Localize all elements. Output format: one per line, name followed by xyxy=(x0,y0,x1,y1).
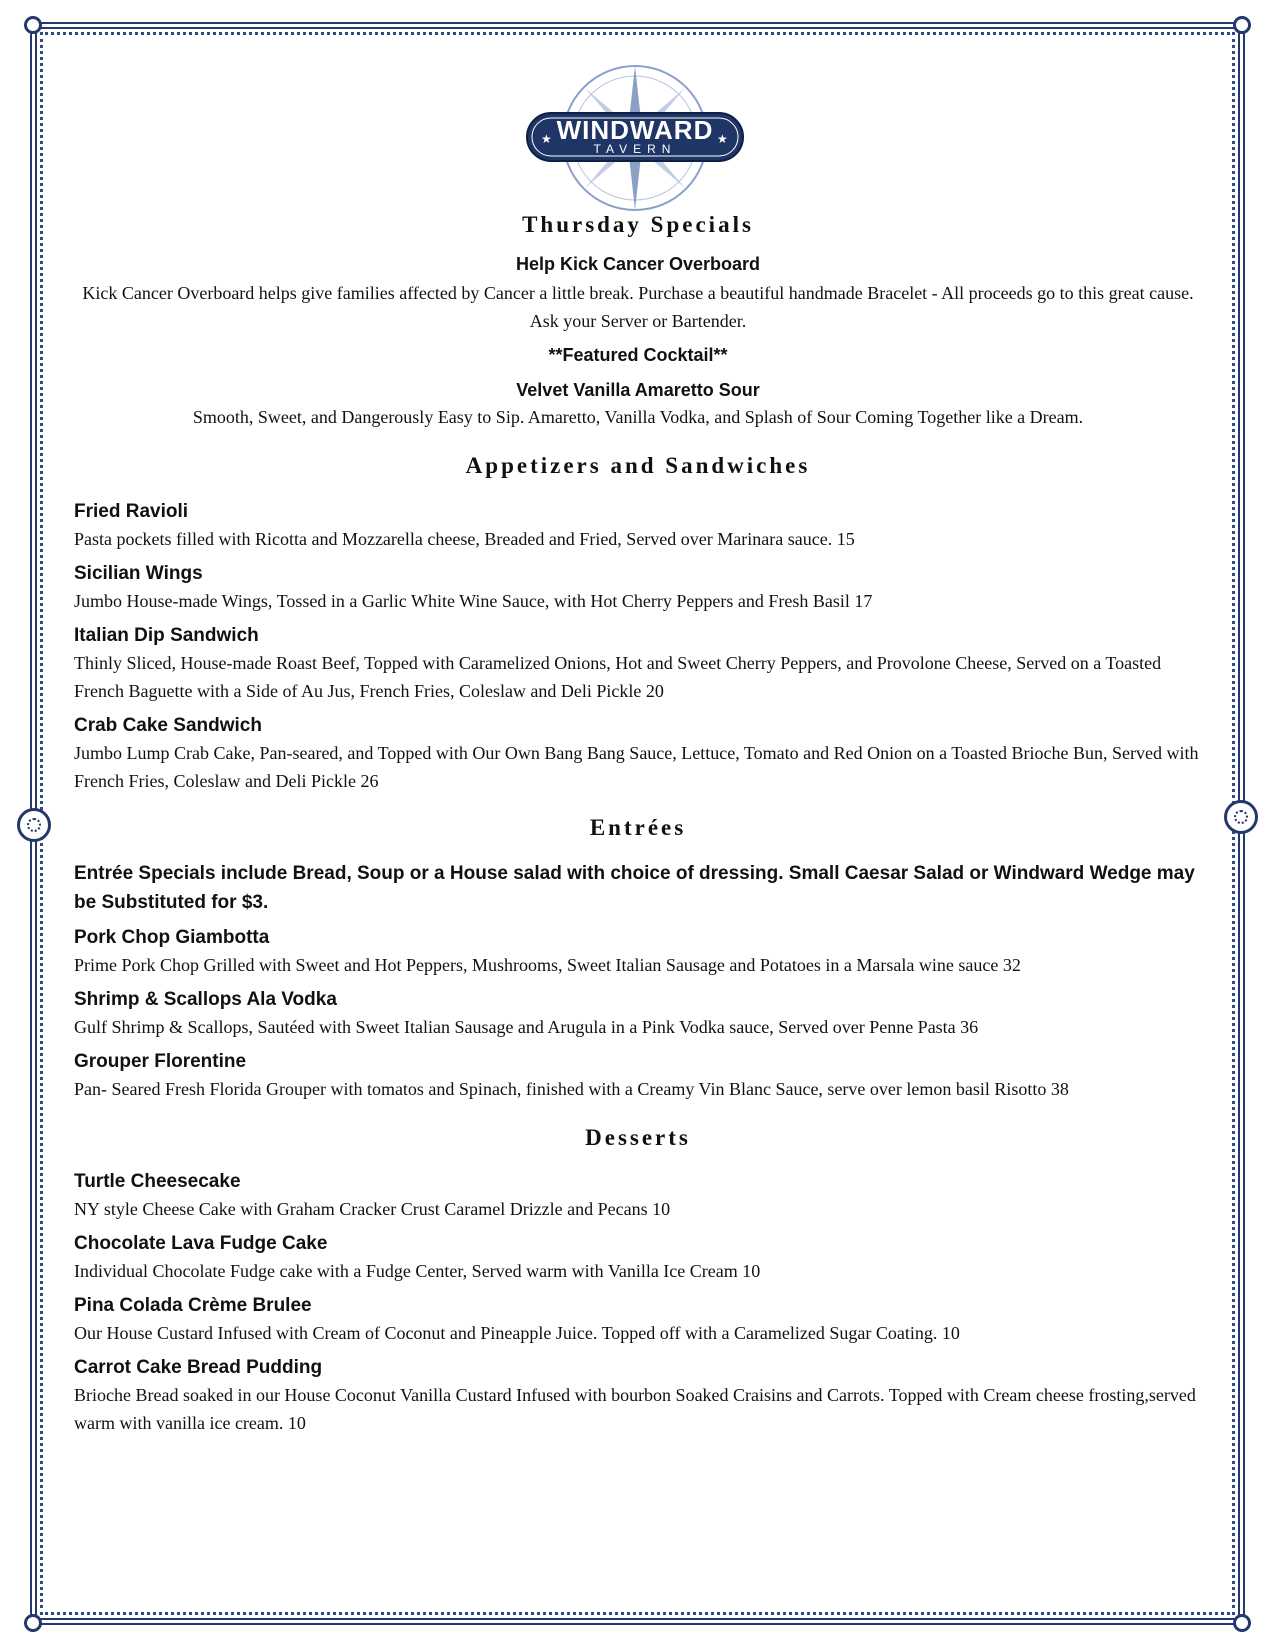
list-item xyxy=(74,623,1202,705)
svg-text:★: ★ xyxy=(717,132,728,146)
logo-line1: WINDWARD xyxy=(556,115,714,145)
corner-knot-icon xyxy=(1233,1614,1251,1632)
item-name: Fried Ravioli xyxy=(74,501,189,522)
list-item xyxy=(74,1169,1202,1223)
item-name: Grouper Florentine xyxy=(74,1051,247,1072)
item-description: Our House Custard Infused with Cream of Coconut and Pineapple Juice. Topped off with a Caramelized Sugar Coating. 10 xyxy=(74,1323,960,1343)
list-item xyxy=(74,499,1202,553)
promo-title: Help Kick Cancer Overboard xyxy=(515,254,761,274)
item-name: Carrot Cake Bread Pudding xyxy=(74,1357,323,1378)
appetizers-list xyxy=(74,499,1202,795)
menu-content xyxy=(74,208,1202,1445)
item-description: Individual Chocolate Fudge cake with a Fudge Center, Served warm with Vanilla Ice Cream 10 xyxy=(74,1261,761,1281)
compass-medallion-icon xyxy=(1224,800,1258,834)
cocktail-name: Velvet Vanilla Amaretto Sour xyxy=(516,380,760,400)
cocktail-block xyxy=(74,345,1202,431)
list-item xyxy=(74,561,1202,615)
item-description: Prime Pork Chop Grilled with Sweet and Hot Peppers, Mushrooms, Sweet Italian Sausage and Potatoes in a Marsala wine sauce 32 xyxy=(74,955,1021,975)
item-description: Pasta pockets filled with Ricotta and Mozzarella cheese, Breaded and Fried, Served over Marinara sauce. 15 xyxy=(74,529,855,549)
list-item xyxy=(74,1293,1202,1347)
section-heading-appetizers: Appetizers and Sandwiches xyxy=(465,453,811,478)
cocktail-description: Smooth, Sweet, and Dangerously Easy to Sip. Amaretto, Vanilla Vodka, and Splash of Sour Coming Together like a Dream. xyxy=(192,407,1084,427)
list-item xyxy=(74,925,1202,979)
item-description: Jumbo Lump Crab Cake, Pan-seared, and Topped with Our Own Bang Bang Sauce, Lettuce, Tomato and Red Onion on a Toasted Brioche Bun, Served with French Fries, Coleslaw and Deli Pickle 26 xyxy=(74,743,1199,791)
item-description: NY style Cheese Cake with Graham Cracker Crust Caramel Drizzle and Pecans 10 xyxy=(74,1199,671,1219)
list-item xyxy=(74,1231,1202,1285)
windward-tavern-logo xyxy=(525,62,745,214)
item-description: Thinly Sliced, House-made Roast Beef, Topped with Caramelized Onions, Hot and Sweet Cherry Peppers, and Provolone Cheese, Served on a Toasted French Baguette with a Side of Au Jus, French Fries, Coleslaw and Deli Pickle 20 xyxy=(74,653,1162,701)
item-description: Pan- Seared Fresh Florida Grouper with tomatos and Spinach, finished with a Creamy Vin Blanc Sauce, serve over lemon basil Risotto 38 xyxy=(74,1079,1069,1099)
compass-medallion-icon xyxy=(17,808,51,842)
entrees-list xyxy=(74,925,1202,1103)
promo-block xyxy=(74,254,1202,335)
desserts-list xyxy=(74,1169,1202,1437)
item-name: Sicilian Wings xyxy=(74,563,203,584)
section-heading-desserts: Desserts xyxy=(585,1125,691,1150)
svg-text:★: ★ xyxy=(541,132,552,146)
item-name: Turtle Cheesecake xyxy=(74,1171,241,1192)
corner-knot-icon xyxy=(24,1614,42,1632)
page-title: Thursday Specials xyxy=(522,212,754,237)
item-name: Pork Chop Giambotta xyxy=(74,927,270,948)
list-item xyxy=(74,713,1202,795)
list-item xyxy=(74,1355,1202,1437)
entrees-note: Entrée Specials include Bread, Soup or a House salad with choice of dressing. Small Caesar Salad or Windward Wedge may be Substituted for $3. xyxy=(74,863,1195,913)
item-name: Shrimp & Scallops Ala Vodka xyxy=(74,989,337,1010)
item-name: Crab Cake Sandwich xyxy=(74,715,262,736)
list-item xyxy=(74,1049,1202,1103)
corner-knot-icon xyxy=(1233,16,1251,34)
item-description: Gulf Shrimp & Scallops, Sautéed with Sweet Italian Sausage and Arugula in a Pink Vodka sauce, Served over Penne Pasta 36 xyxy=(74,1017,979,1037)
item-description: Brioche Bread soaked in our House Coconut Vanilla Custard Infused with bourbon Soaked Craisins and Carrots. Topped with Cream cheese frosting,served warm with vanilla ice cream. 10 xyxy=(74,1385,1196,1433)
list-item xyxy=(74,987,1202,1041)
item-description: Jumbo House-made Wings, Tossed in a Garlic White Wine Sauce, with Hot Cherry Peppers and Fresh Basil 17 xyxy=(74,591,873,611)
item-name: Italian Dip Sandwich xyxy=(74,625,259,646)
cocktail-label: **Featured Cocktail** xyxy=(548,345,728,365)
promo-description: Kick Cancer Overboard helps give families affected by Cancer a little break. Purchase a beautiful handmade Bracelet - All proceeds go to this great cause. Ask your Server or Bartender. xyxy=(82,283,1194,331)
item-name: Pina Colada Crème Brulee xyxy=(74,1295,312,1316)
section-heading-entrees: Entrées xyxy=(589,815,687,840)
logo-line2: TAVERN xyxy=(593,142,677,156)
item-name: Chocolate Lava Fudge Cake xyxy=(74,1233,328,1254)
corner-knot-icon xyxy=(24,16,42,34)
